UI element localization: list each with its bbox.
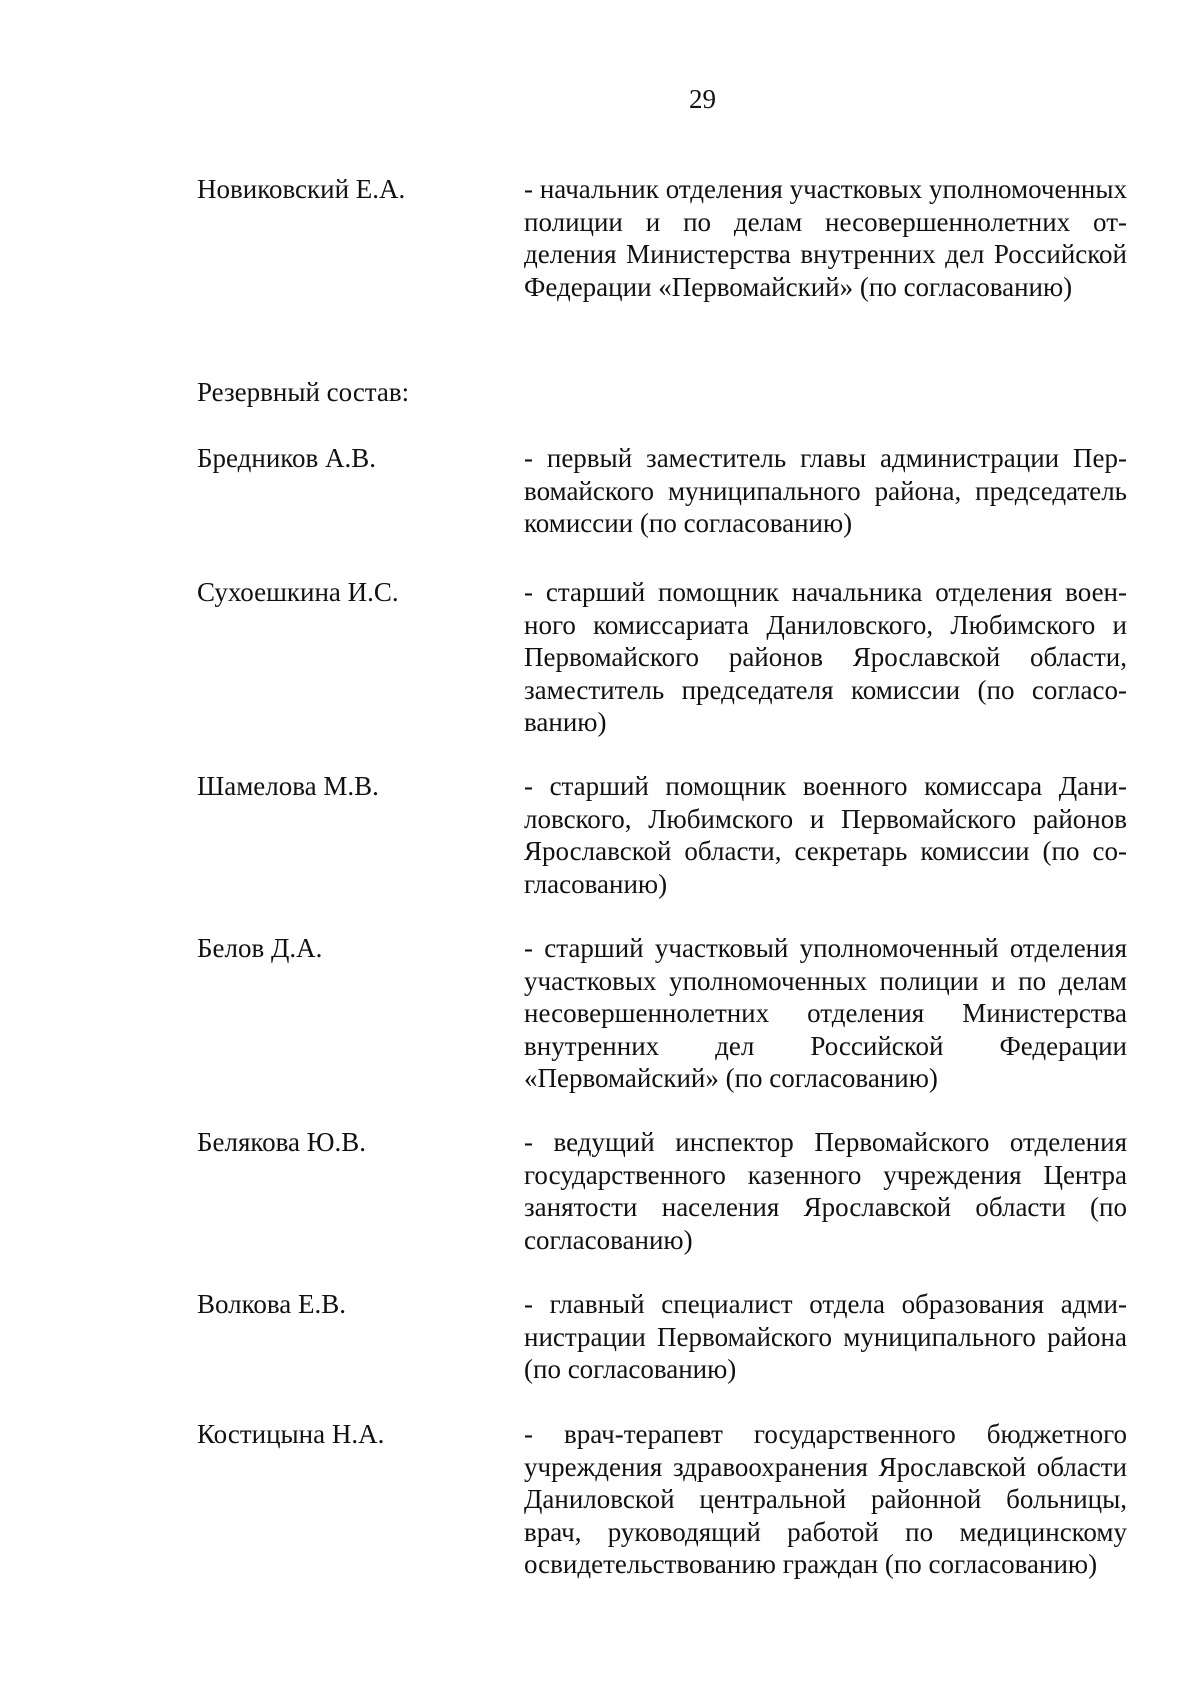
member-name: Шамелова М.В. <box>197 771 379 801</box>
member-name: Новиковский Е.А. <box>197 174 406 204</box>
member-name: Белякова Ю.В. <box>197 1127 367 1157</box>
member-position: - старший помощник начальника отделения военного комиссариата Даниловского, Любимского и Первомайского районов Ярославской области, заместитель председателя комиссии (по согласованию) <box>524 577 1127 737</box>
member-name: Костицына Н.А. <box>197 1419 385 1449</box>
member-position: - старший участковый уполномоченный отделения участковых уполномоченных полиции и по делам несовершеннолетних отделения Министерства внутренних дел Российской Федерации «Первомайский» (по согласованию) <box>524 933 1127 1093</box>
member-position: - ведущий инспектор Первомайского отделения государственного казенного учреждения Центра занятости населения Ярославской области (по согласованию) <box>524 1127 1127 1255</box>
member-position: - главный специалист отдела образования администрации Первомайского муниципального района (по согласованию) <box>524 1289 1127 1384</box>
member-position: - начальник отделения участковых уполномоченных полиции и по делам несовершеннолетних отделения Министерства внутренних дел Российской Федерации «Первомайский» (по согласованию) <box>524 174 1127 302</box>
member-name: Сухоешкина И.С. <box>197 577 399 607</box>
reserve-heading: Резервный состав: <box>197 377 410 407</box>
member-position: - врач-терапевт государственного бюджетного учреждения здравоохранения Ярославской области Даниловской центральной районной больницы, врач, руководящий работой по медицинскому освидетельствованию граждан (по согласованию) <box>524 1419 1127 1579</box>
member-position: - первый заместитель главы администрации Первомайского муниципального района, председатель комиссии (по согласованию) <box>524 443 1127 538</box>
member-position: - старший помощник военного комиссара Даниловского, Любимского и Первомайского районов Ярославской области, секретарь комиссии (по согласованию) <box>524 771 1127 899</box>
page-number: 29 <box>689 84 716 114</box>
member-name: Бредников А.В. <box>197 443 377 473</box>
member-name: Белов Д.А. <box>197 933 323 963</box>
member-name: Волкова Е.В. <box>197 1289 347 1319</box>
